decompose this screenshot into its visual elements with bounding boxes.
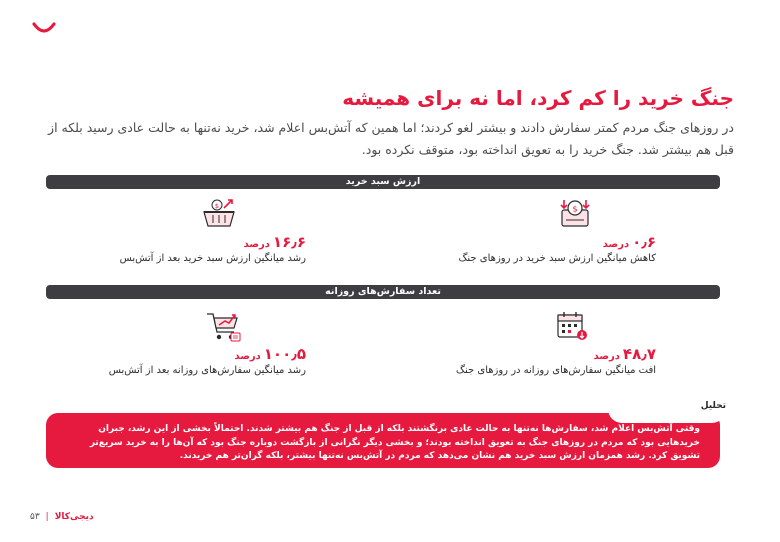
stat-orders-ceasefire-growth: [66, 308, 306, 376]
section-bar-basket: [46, 175, 720, 189]
svg-text:$: $: [214, 201, 220, 210]
stat-value: ۴۸٫۷: [622, 345, 656, 363]
section-title-basket: ارزش سبد خرید: [345, 176, 421, 187]
stat-description: کاهش میانگین ارزش سبد خرید در روزهای جنگ: [458, 253, 656, 264]
footer-brand: دیجی‌کالا: [54, 512, 94, 522]
section-title-orders: تعداد سفارش‌های روزانه: [325, 286, 441, 297]
stat-value: ۰٫۶: [632, 233, 656, 251]
stat-value: ۱۶٫۶: [272, 233, 306, 251]
stat-description: رشد میانگین ارزش سبد خرید بعد از آتش‌بس: [119, 253, 306, 264]
footer-separator: |: [45, 512, 49, 522]
stat-basket-ceasefire-growth: [66, 196, 306, 264]
cart-growth-icon: [204, 308, 242, 344]
page-number: ۵۳: [30, 512, 40, 522]
stat-description: افت میانگین سفارش‌های روزانه در روزهای جنگ: [456, 365, 656, 376]
svg-text:$: $: [572, 204, 578, 214]
analysis-label: تحلیل: [700, 401, 726, 411]
stat-basket-war-decrease: [416, 196, 656, 264]
footer: [30, 512, 94, 522]
section-bar-orders: [46, 285, 720, 299]
stat-description: رشد میانگین سفارش‌های روزانه بعد از آتش‌بس: [108, 365, 306, 376]
money-down-icon: [556, 196, 594, 232]
basket-growth-icon: [200, 196, 238, 232]
calendar-down-icon: [552, 308, 590, 344]
stat-unit: درصد: [593, 351, 620, 362]
stat-unit: درصد: [243, 239, 270, 250]
stat-unit: درصد: [602, 239, 630, 250]
intro-paragraph: در روزهای جنگ مردم کمتر سفارش دادند و بیشتر لغو کردند؛ اما همین که آتش‌بس اعلام شد، خرید نه‌تنها به حالت عادی رسید بلکه از قبل هم بیشتر شد. جنگ خرید را به تعویق انداخته بود، متوقف نکرده بود.: [48, 120, 734, 157]
stat-unit: درصد: [234, 351, 261, 362]
stat-orders-war-decrease: [416, 308, 656, 376]
page-title: جنگ خرید را کم کرد، اما نه برای همیشه: [342, 86, 734, 110]
stat-value: ۱۰۰٫۵: [263, 345, 306, 363]
analysis-text: وقتی آتش‌بس اعلام شد، سفارش‌ها نه‌تنها به حالت عادی برنگشتند بلکه از قبل از جنگ هم بیشتر شدند. احتمالاً بخشی از این رشد، جبران خریدهایی بود که مردم در روزهای جنگ به تعویق انداخته بودند؛ و بخشی دیگر نگرانی از بازگشت دوباره جنگ بود که آن‌ها را به خرید سریع‌تر تشویق کرد. رشد همزمان ارزش سبد خرید هم نشان می‌دهد که مردم در آتش‌بس نه‌تنها بیشتر، بلکه گران‌تر هم خریدند.: [89, 424, 700, 462]
smile-logo: [32, 22, 56, 34]
